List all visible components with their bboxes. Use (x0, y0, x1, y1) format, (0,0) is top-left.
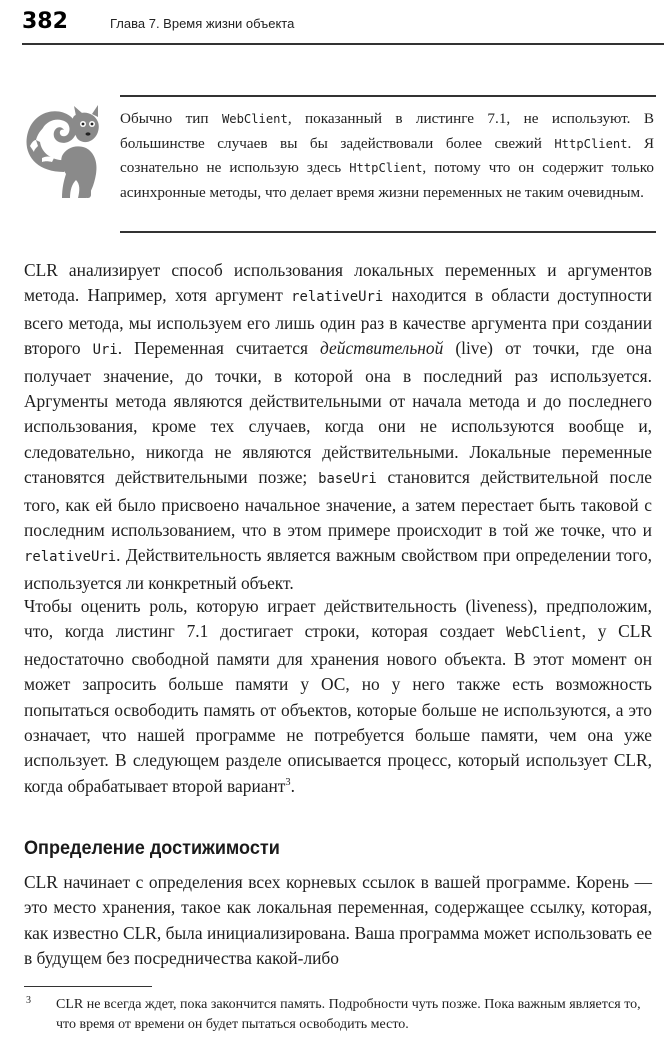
note-text: Обычно тип WebClient, показанный в листинге 7.1, не используют. В большинстве случаев вы бы задействовали более свежий HttpClient. Я сознательно не использую здесь HttpClient, потому что он содержит только асинхронные методы, что делает время жизни переменных не таким очевидным. (120, 110, 655, 201)
running-head: Глава 7. Время жизни объекта (110, 16, 295, 31)
body-paragraph-3: CLR начинает с определения всех корневых ссылок в вашей программе. Корень — это место хранения, такое как локальная переменная, содержащее ссылку, которая, как известно CLR, была инициализирована. Ваша программа может использовать ее в будущем без посредничества какой-либо (24, 872, 652, 969)
header-rule (22, 43, 664, 45)
page-number: 382 (22, 9, 68, 34)
body-paragraph-2: Чтобы оценить роль, которую играет действительность (liveness), предположим, что, когда листинг 7.1 достигает строки, которая создает WebClient, у CLR недостаточно свободной памяти для хранения нового объекта. В этот момент он может запросить больше памяти у ОС, но у него также есть возможность попытаться освободить память от объектов, которые больше не используются, а это означает, что нашей программе не потребуется больше памяти, чем она уже использует. В следующем разделе описывается процесс, который использует CLR, когда обрабатывает второй вариант$^3$. (24, 596, 652, 796)
body-paragraph-1: CLR анализирует способ использования локальных переменных и аргументов метода. Например, хотя аргумент relativeUri находится в области доступности всего метода, мы используем его лишь один раз в качестве аргумента при создании второго Uri. Переменная считается действительной (live) от точки, где она получает значение, до точки, в которой она в последний раз используется. Аргументы метода являются действительными от начала метода и до последнего использования, кроме тех случаев, когда они не используются вообще и, следовательно, никогда не являются действительными. Локальные переменные становятся действительными позже; baseUri становится действительной после того, как ей было присвоено начальное значение, а затем перестает быть таковой с последним использованием, что в этом примере происходит в той же точке, что и relativeUri. Действительность является важным свойством при определении того, используется ли конкретный объект. (24, 260, 653, 593)
footnote-ref[interactable]: 3 (285, 777, 291, 789)
note-box (0, 90, 668, 240)
footnote (24, 995, 652, 1035)
lemur-icon (14, 94, 106, 202)
section-heading: Определение достижимости (24, 838, 280, 859)
footnote-rule (24, 986, 152, 987)
note-rule-bottom (120, 231, 656, 233)
footnote-text: CLR не всегда ждет, пока закончится память. Подробности чуть позже. Пока важным является то, что время от времени он будет пытаться освободить место. (56, 997, 641, 1032)
footnote-mark: 3 (26, 995, 31, 1006)
note-rule-top (120, 95, 656, 97)
page-header (0, 0, 668, 44)
